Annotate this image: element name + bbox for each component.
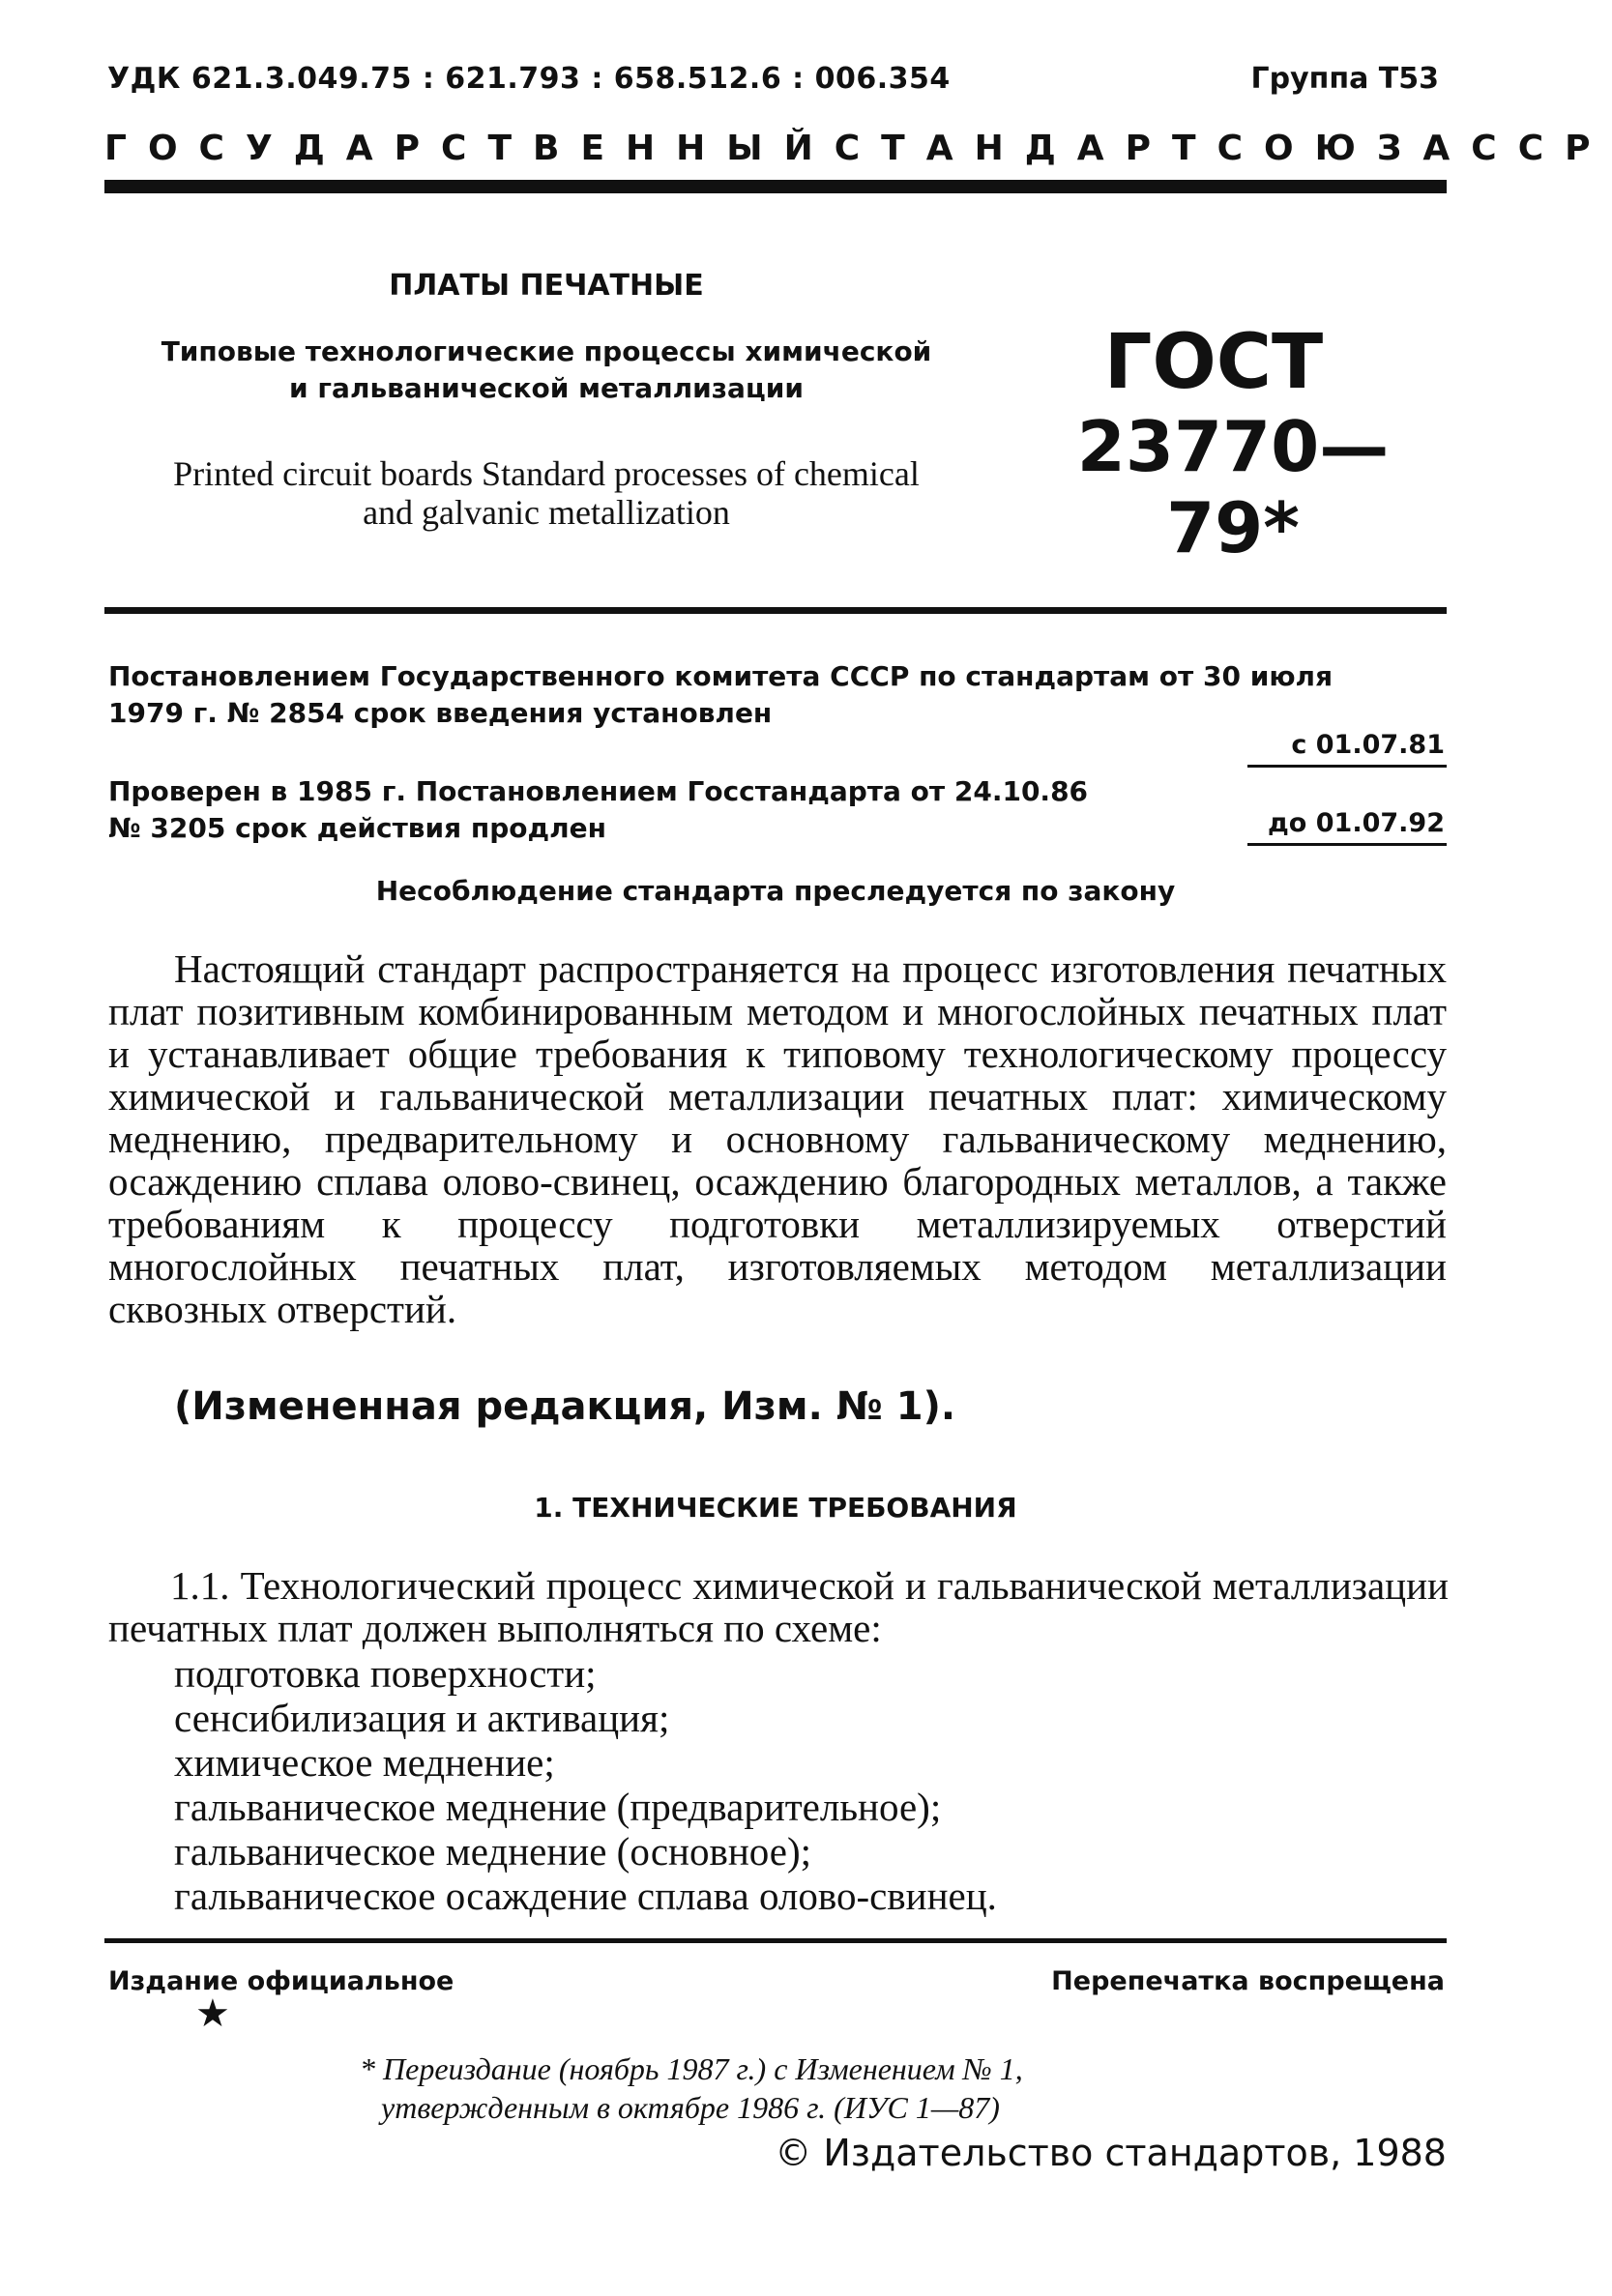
intro-date-underline: [1247, 765, 1447, 768]
list-item: химическое меднение;: [174, 1740, 555, 1785]
english-title: [102, 454, 991, 532]
valid-date-underline: [1247, 843, 1447, 846]
decree-line-2: 1979 г. № 2854 срок введения установлен: [108, 697, 773, 729]
decree-text: [108, 658, 1452, 732]
section-heading: 1. ТЕХНИЧЕСКИЕ ТРЕБОВАНИЯ: [534, 1492, 1017, 1524]
process-steps-list: [174, 1651, 997, 1918]
introduction-date: с 01.07.81: [1291, 730, 1445, 760]
english-title-line-2: and galvanic metallization: [363, 493, 730, 532]
list-item: гальваническое осаждение сплава олово-свинец.: [174, 1874, 997, 1918]
udc-code: УДК 621.3.049.75 : 621.793 : 658.512.6 : 006.354: [107, 62, 951, 96]
header-rule: [104, 180, 1447, 193]
title-rule: [104, 607, 1447, 614]
valid-until-date: до 01.07.92: [1268, 808, 1445, 838]
banner-word-4: ССР: [1471, 129, 1612, 168]
banner-word-2: СТАНДАРТ: [834, 129, 1217, 168]
english-title-line-1: Printed circuit boards Standard processes of chemical: [173, 454, 920, 493]
decree-line-1: Постановлением Государственного комитета СССР по стандартам от 30 июля: [108, 660, 1334, 692]
list-item: подготовка поверхности;: [174, 1651, 597, 1696]
list-item: гальваническое меднение (основное);: [174, 1829, 812, 1874]
subtitle-line-2: и гальванической металлизации: [289, 372, 804, 404]
reprint-prohibited: Перепечатка воспрещена: [1051, 1966, 1445, 1996]
amendment-note: (Измененная редакция, Изм. № 1).: [174, 1384, 956, 1429]
clause-1-1: 1.1. Технологический процесс химической и гальванической металлизации печатных плат должен выполняться по схеме:: [108, 1563, 1449, 1650]
group-code: Группа Т53: [1250, 62, 1439, 96]
gost-number: 23770—79*: [1076, 406, 1390, 568]
intro-paragraph: Настоящий стандарт распространяется на процесс изготовления печатных плат позитивным комбинированным методом и многослойных печатных плат и устанавливает общие требования к типовому технологическому процессу химической и гальванической металлизации печатных плат: химическому меднению, предварительному и основному гальваническому меднению, осаждению сплава олово-свинец, осаждению благородных металлов, а также требованиям к процессу подготовки металлизируемых отверстий многослойных печатных плат, изготовляемых методом металлизации сквозных отверстий.: [108, 946, 1447, 1331]
check-text: [108, 773, 1172, 847]
document-subtitle: [106, 334, 986, 407]
official-edition: Издание официальное: [108, 1966, 454, 1996]
banner-word-1: ГОСУДАРСТВЕННЫЙ: [104, 129, 835, 168]
reissue-note: [360, 2049, 1023, 2127]
check-line-1: Проверен в 1985 г. Постановлением Госстандарта от 24.10.86: [108, 775, 1089, 807]
subtitle-line-1: Типовые технологические процессы химической: [161, 335, 932, 367]
reissue-line-1: * Переиздание (ноябрь 1987 г.) с Изменением № 1,: [360, 2051, 1023, 2086]
copyright: © Издательство стандартов, 1988: [775, 2132, 1447, 2174]
gost-label: ГОСТ: [1103, 319, 1324, 406]
law-note: Несоблюдение стандарта преследуется по закону: [375, 875, 1176, 907]
reissue-line-2: утвержденным в октябре 1986 г. (ИУС 1—87): [381, 2090, 1000, 2125]
star-icon: ★: [195, 1991, 230, 2036]
list-item: гальваническое меднение (предварительное);: [174, 1785, 942, 1829]
list-item: сенсибилизация и активация;: [174, 1696, 670, 1740]
check-line-2: № 3205 срок действия продлен: [108, 812, 606, 844]
banner-word-3: СОЮЗА: [1216, 129, 1472, 168]
state-standard-banner: [104, 129, 1612, 168]
document-title: ПЛАТЫ ПЕЧАТНЫЕ: [389, 269, 704, 303]
footer-rule: [104, 1938, 1447, 1943]
